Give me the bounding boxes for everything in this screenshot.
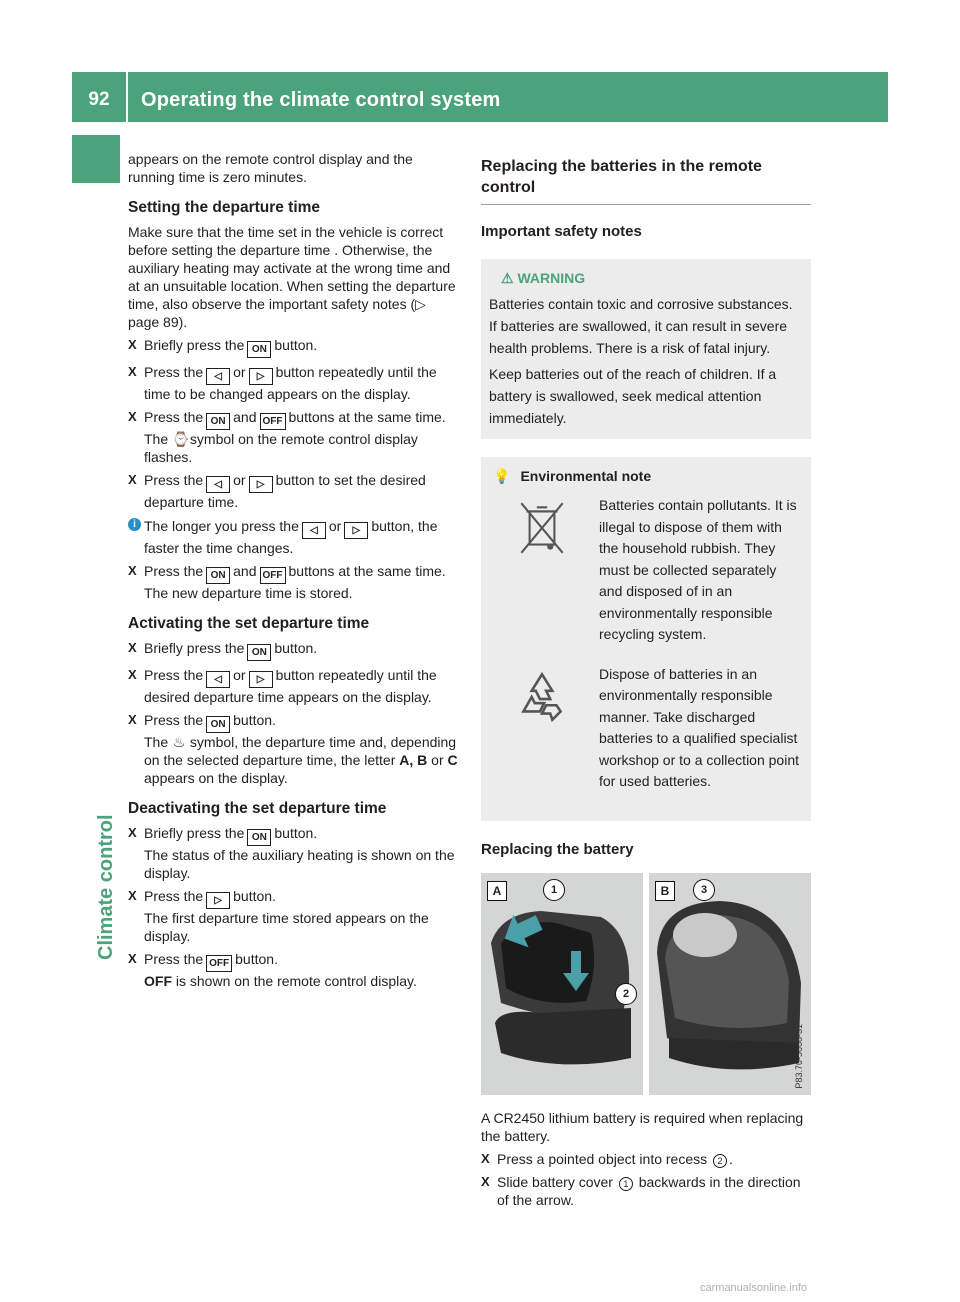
- clock-symbol-icon: ⌚: [172, 431, 190, 447]
- setting-paragraph: Make sure that the time set in the vehicle is correct before setting the departure time . Otherwise, the auxiliary heating may activate at the wrong time and at an unsuitable location. When setting the departure time, also observe the important safety notes (▷ page 89).: [128, 224, 456, 330]
- photo-a: [481, 873, 643, 1095]
- step: X Press a pointed object into recess 2 .: [481, 1150, 733, 1167]
- lightbulb-icon: 💡: [493, 468, 511, 484]
- info-icon: i: [128, 518, 141, 531]
- environment-paragraph: Dispose of batteries in an environmentally responsible manner. Take discharged batteries to a qualified specialist workshop or to a collection point for used batteries.: [489, 664, 803, 793]
- section-heading-activating: Activating the set departure time: [128, 615, 370, 632]
- remote-open-illustration: [481, 873, 643, 1095]
- on-key-icon: ON: [247, 829, 271, 846]
- safety-heading: Important safety notes: [481, 223, 642, 240]
- battery-text: A CR2450 lithium battery is required when replacing the battery.: [481, 1109, 804, 1144]
- callout-3: 3: [693, 879, 715, 901]
- right-key-icon: ▷: [206, 892, 230, 909]
- photo-b: [649, 873, 811, 1095]
- photo-tag-a: A: [487, 881, 507, 901]
- section-heading-deactivating: Deactivating the set departure time: [128, 800, 387, 817]
- left-key-icon: ◁: [302, 522, 326, 539]
- off-key-icon: OFF: [260, 567, 286, 584]
- replace-battery-heading: Replacing the battery: [481, 840, 634, 858]
- step: X Press the ◁ or ▷ button repeatedly until the time to be changed appears on the display.: [128, 364, 437, 402]
- header-divider: [126, 72, 128, 122]
- warning-text: Batteries contain toxic and corrosive substances. If batteries are swallowed, it can result in severe health problems. There is a risk of fatal injury.: [489, 296, 793, 356]
- chapter-label: Climate control: [95, 814, 117, 960]
- left-key-icon: ◁: [206, 476, 230, 493]
- callout-2: 2: [615, 983, 637, 1005]
- environment-title: 💡 Environmental note: [493, 468, 652, 484]
- on-key-icon: ON: [247, 644, 271, 661]
- chapter-marker: [72, 135, 120, 183]
- photo-tag-b: B: [655, 881, 675, 901]
- on-key-icon: ON: [206, 716, 230, 733]
- on-key-icon: ON: [247, 341, 271, 358]
- step: X Press the OFF button. OFF is shown on the remote control display.: [128, 951, 417, 989]
- warning-title: ⚠ WARNING: [501, 270, 586, 286]
- step: X Briefly press the ON button.: [128, 336, 460, 358]
- callout-ref: 1: [619, 1177, 633, 1191]
- warning-text: Keep batteries out of the reach of children. If a battery is swallowed, seek medical attention immediately.: [489, 366, 777, 426]
- right-column: [481, 150, 811, 1209]
- callout-ref: 2: [713, 1154, 727, 1168]
- off-key-icon: OFF: [260, 413, 286, 430]
- recycle-icon: [511, 666, 573, 728]
- right-key-icon: ▷: [249, 476, 273, 493]
- step: X Briefly press the ON button.: [128, 639, 460, 661]
- left-key-icon: ◁: [206, 671, 230, 688]
- step: X Press the ON and OFF buttons at the same time. The new departure time is stored.: [128, 563, 446, 601]
- warning-triangle-icon: ⚠: [501, 270, 514, 286]
- page-title: Operating the climate control system: [141, 89, 501, 111]
- figure-code: P83.70-5668-31: [794, 1023, 804, 1089]
- on-key-icon: ON: [206, 567, 230, 584]
- battery-photos: [481, 873, 811, 1095]
- right-key-icon: ▷: [344, 522, 368, 539]
- left-key-icon: ◁: [206, 368, 230, 385]
- section-heading-setting: Setting the departure time: [128, 199, 321, 216]
- info-note: i The longer you press the ◁ or ▷ button, the faster the time changes.: [128, 517, 460, 557]
- on-key-icon: ON: [206, 413, 230, 430]
- watermark: carmanualsonline.info: [700, 1282, 808, 1294]
- heater-symbol-icon: ♨: [172, 734, 186, 750]
- off-key-icon: OFF: [206, 955, 232, 972]
- step: X Press the ON button. The ♨ symbol, the departure time and, depending on the selected departure time, the letter A, B or C appears on the display.: [128, 712, 458, 786]
- crossed-bin-icon: [511, 497, 573, 559]
- remote-battery-illustration: [649, 873, 811, 1095]
- section-heading-replacing: Replacing the batteries in the remote control: [481, 156, 811, 205]
- right-key-icon: ▷: [249, 671, 273, 688]
- warning-box: [481, 259, 811, 439]
- step: X Press the ◁ or ▷ button to set the desired departure time.: [128, 472, 426, 510]
- step: X Briefly press the ON button. The status of the auxiliary heating is shown on the display.: [128, 825, 455, 881]
- left-column: [128, 150, 460, 990]
- intro-text: appears on the remote control display and the running time is zero minutes.: [128, 151, 413, 185]
- page-number: 92: [88, 89, 110, 110]
- step: X Press the ON and OFF buttons at the same time. The ⌚ symbol on the remote control display flashes.: [128, 409, 446, 465]
- environment-box: [481, 457, 811, 821]
- step: X Press the ◁ or ▷ button repeatedly until the desired departure time appears on the display.: [128, 667, 437, 705]
- right-key-icon: ▷: [249, 368, 273, 385]
- callout-1: 1: [543, 879, 565, 901]
- step: X Slide battery cover 1 backwards in the direction of the arrow.: [481, 1173, 801, 1208]
- step: X Press the ▷ button. The first departure time stored appears on the display.: [128, 888, 429, 944]
- environment-paragraph: Batteries contain pollutants. It is illegal to dispose of them with the household rubbish. They must be collected separately and disposed of in an environmentally responsible recycling system.: [489, 495, 803, 646]
